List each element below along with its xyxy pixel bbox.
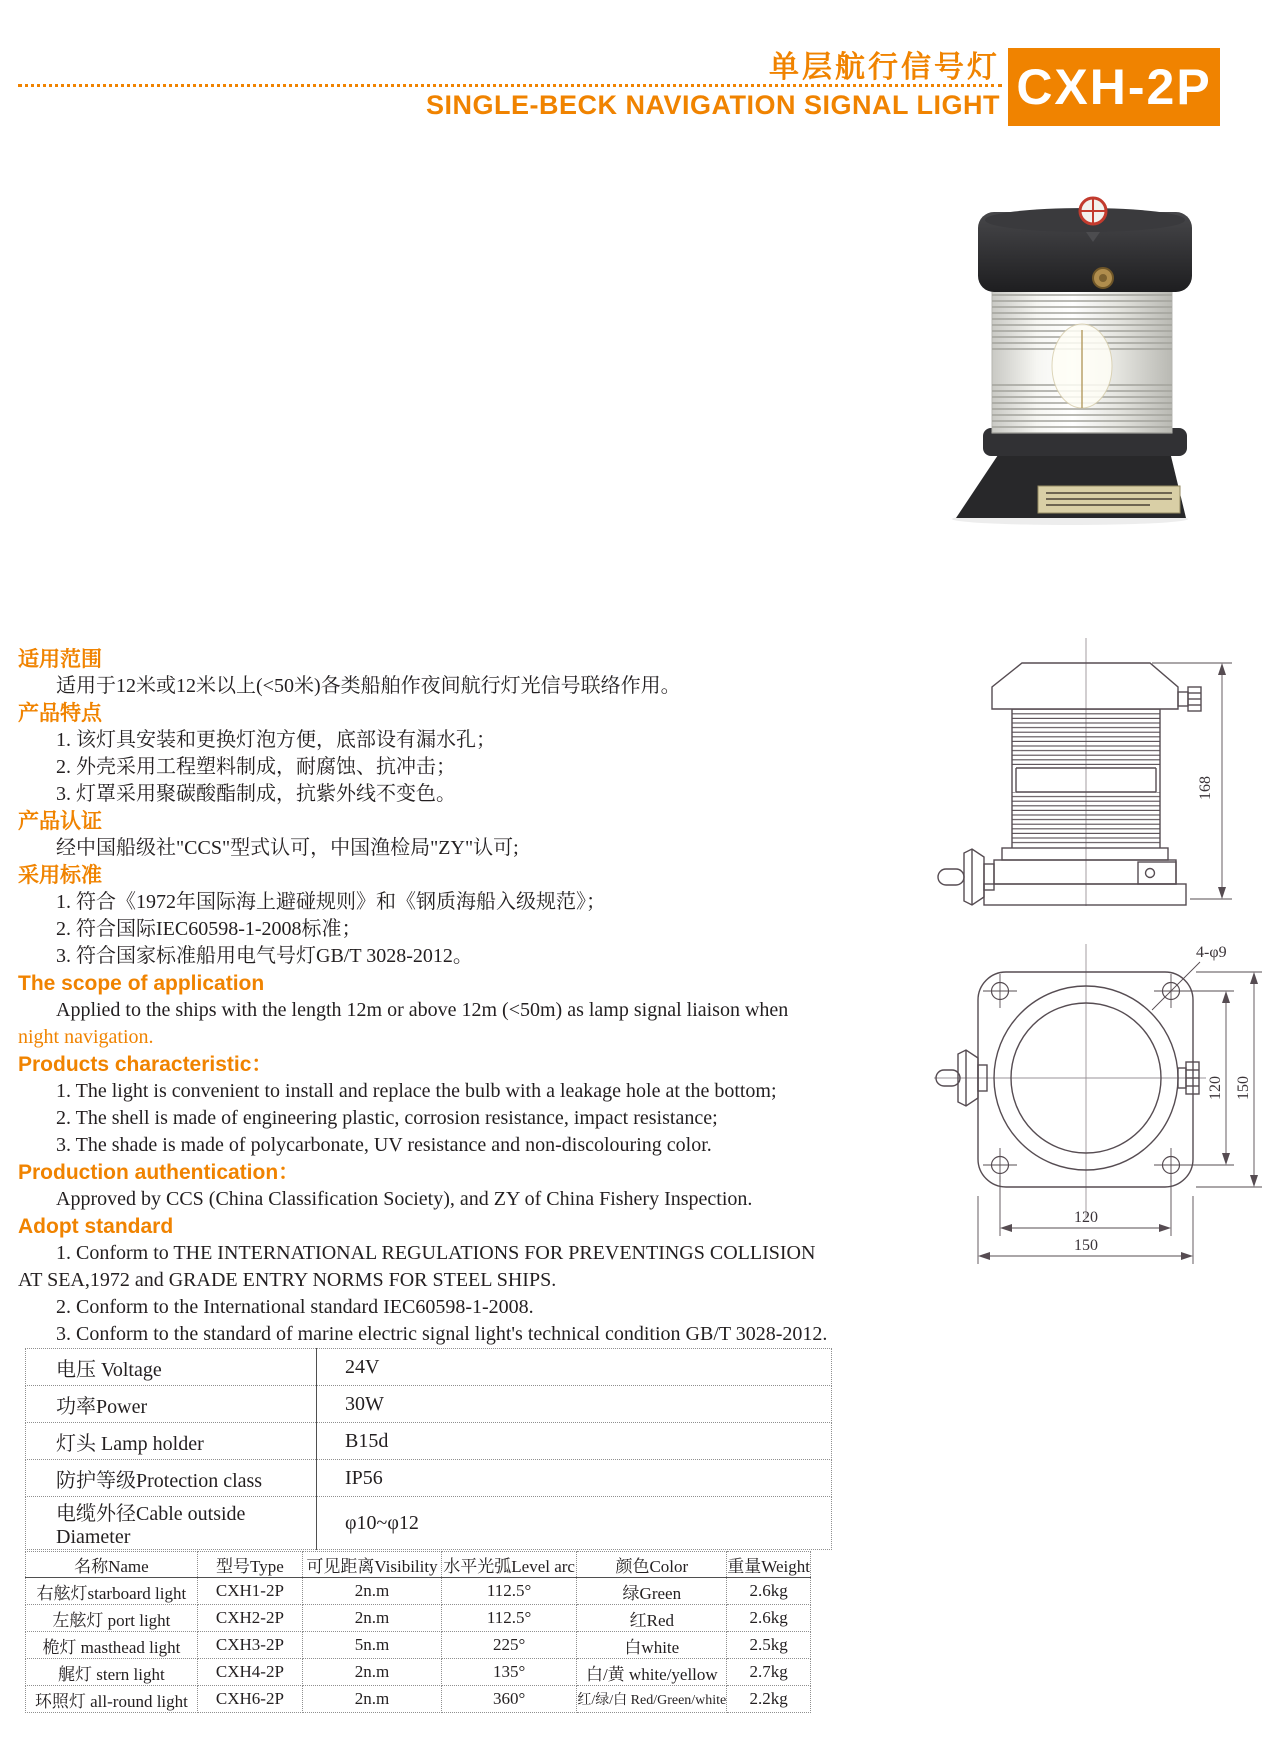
spec-value: IP56 [317, 1460, 832, 1497]
dim-flange-size-v: 150 [1235, 1076, 1252, 1100]
body-line: 2. 符合国际IEC60598-1-2008标准； [56, 918, 362, 940]
header-dotted-divider [18, 84, 1002, 87]
table-row [26, 1423, 832, 1460]
col-header-type: 型号Type [197, 1552, 302, 1578]
table-row [26, 1605, 811, 1632]
cable-gland-side [938, 849, 994, 905]
spec-label: 功率Power [26, 1386, 317, 1423]
cell: CXH3-2P [197, 1632, 302, 1659]
cell: 绿Green [577, 1578, 727, 1605]
cell: 艉灯 stern light [26, 1659, 198, 1686]
col-header-name: 名称Name [26, 1552, 198, 1578]
body-line: 适用于12米或12米以上(<50米)各类船舶作夜间航行灯光信号联络作用。 [56, 675, 681, 697]
spec-label: 电缆外径Cable outside Diameter [26, 1497, 317, 1550]
section-heading-standard-en: Adopt standard [18, 1215, 174, 1238]
cell: 2.6kg [727, 1578, 811, 1605]
table-row [26, 1460, 832, 1497]
body-line: 2. Conform to the International standard IEC60598-1-2008. [56, 1296, 534, 1318]
cell: 2n.m [303, 1605, 442, 1632]
spec-table [25, 1348, 832, 1550]
section-heading-characteristic-en: Products characteristic： [18, 1053, 273, 1076]
cell: 右舷灯starboard light [26, 1578, 198, 1605]
top-view-drawing [934, 944, 1262, 1264]
table-row [26, 1349, 832, 1386]
spec-label: 电压 Voltage [26, 1349, 317, 1386]
spec-value: B15d [317, 1423, 832, 1460]
cell: 环照灯 all-round light [26, 1686, 198, 1713]
body-line: AT SEA,1972 and GRADE ENTRY NORMS FOR STEEL SHIPS. [18, 1269, 557, 1291]
product-artwork [930, 160, 1273, 1280]
body-line: 3. Conform to the standard of marine electric signal light's technical condition GB/T 3028-2012. [56, 1323, 828, 1345]
cell: 112.5° [441, 1605, 576, 1632]
spec-value: 24V [317, 1349, 832, 1386]
cell: 白white [577, 1632, 727, 1659]
cell: 135° [441, 1659, 576, 1686]
body-line: 2. The shell is made of engineering plastic, corrosion resistance, impact resistance; [56, 1107, 718, 1129]
table-row [26, 1686, 811, 1713]
section-heading-scope-cn: 适用范围 [18, 648, 102, 671]
cell: 2.6kg [727, 1605, 811, 1632]
col-header-color: 颜色Color [577, 1552, 727, 1578]
cell: CXH2-2P [197, 1605, 302, 1632]
cell: CXH1-2P [197, 1578, 302, 1605]
dim-bolt-spacing-h: 120 [1074, 1209, 1098, 1226]
section-heading-authentication-en: Production authentication： [18, 1161, 300, 1184]
body-line: 1. The light is convenient to install and replace the bulb with a leakage hole at the bottom; [56, 1080, 777, 1102]
dim-holes-label: 4-φ9 [1196, 944, 1227, 961]
spec-label: 防护等级Protection class [26, 1460, 317, 1497]
cell: 白/黄 white/yellow [577, 1659, 727, 1686]
page-title-en: SINGLE-BECK NAVIGATION SIGNAL LIGHT [425, 90, 1000, 120]
body-line: 3. The shade is made of polycarbonate, UV resistance and non-discolouring color. [56, 1134, 712, 1156]
body-line: 3. 灯罩采用聚碳酸酯制成，抗紫外线不变色。 [56, 783, 456, 805]
models-table [25, 1551, 811, 1713]
cell: 2n.m [303, 1659, 442, 1686]
cell: 左舷灯 port light [26, 1605, 198, 1632]
cell: 红Red [577, 1605, 727, 1632]
spec-label: 灯头 Lamp holder [26, 1423, 317, 1460]
spec-value: φ10~φ12 [317, 1497, 832, 1550]
table-row [26, 1386, 832, 1423]
cell: 红/绿/白 Red/Green/white [577, 1686, 727, 1713]
cell: 2.7kg [727, 1659, 811, 1686]
body-line: 3. 符合国家标准船用电气号灯GB/T 3028-2012。 [56, 945, 473, 967]
cell: CXH6-2P [197, 1686, 302, 1713]
body-line: 1. 符合《1972年国际海上避碰规则》和《钢质海船入级规范》； [56, 891, 606, 913]
cell: 360° [441, 1686, 576, 1713]
spec-value: 30W [317, 1386, 832, 1423]
body-line: 1. Conform to THE INTERNATIONAL REGULATIONS FOR PREVENTINGS COLLISION [56, 1242, 816, 1264]
product-photo [952, 198, 1192, 525]
body-line: Approved by CCS (China Classification Society), and ZY of China Fishery Inspection. [56, 1188, 753, 1210]
table-row [26, 1497, 832, 1550]
cell: 2n.m [303, 1686, 442, 1713]
dim-flange-size-h: 150 [1074, 1237, 1098, 1254]
cell: 桅灯 masthead light [26, 1632, 198, 1659]
section-heading-standards-cn: 采用标准 [18, 864, 102, 887]
table-row [26, 1659, 811, 1686]
dim-height-label: 168 [1197, 776, 1214, 800]
cell: 225° [441, 1632, 576, 1659]
col-header-weight: 重量Weight [727, 1552, 811, 1578]
cell: 2.5kg [727, 1632, 811, 1659]
col-header-visibility: 可见距离Visibility [303, 1552, 442, 1578]
body-line: Applied to the ships with the length 12m or above 12m (<50m) as lamp signal liaison when [56, 999, 789, 1021]
cell: 2.2kg [727, 1686, 811, 1713]
body-line: 经中国船级社"CCS"型式认可，中国渔检局"ZY"认可; [56, 837, 519, 859]
section-heading-features-cn: 产品特点 [18, 702, 102, 725]
col-header-level-arc: 水平光弧Level arc [441, 1552, 576, 1578]
body-line-highlight: night navigation. [18, 1026, 154, 1048]
cell: CXH4-2P [197, 1659, 302, 1686]
section-heading-scope-en: The scope of application [18, 972, 265, 995]
model-badge: CXH-2P [1008, 48, 1220, 126]
dim-bolt-spacing-v: 120 [1207, 1076, 1224, 1100]
body-line: 1. 该灯具安装和更换灯泡方便，底部设有漏水孔； [56, 729, 496, 751]
side-view-drawing [938, 638, 1232, 906]
table-row [26, 1578, 811, 1605]
cell: 5n.m [303, 1632, 442, 1659]
cell: 2n.m [303, 1578, 442, 1605]
cell: 112.5° [441, 1578, 576, 1605]
page-title-cn: 单层航行信号灯 [769, 51, 1000, 84]
body-line: 2. 外壳采用工程塑料制成，耐腐蚀、抗冲击； [56, 756, 456, 778]
table-header-row [26, 1552, 811, 1578]
section-heading-certification-cn: 产品认证 [18, 810, 102, 833]
table-row [26, 1632, 811, 1659]
